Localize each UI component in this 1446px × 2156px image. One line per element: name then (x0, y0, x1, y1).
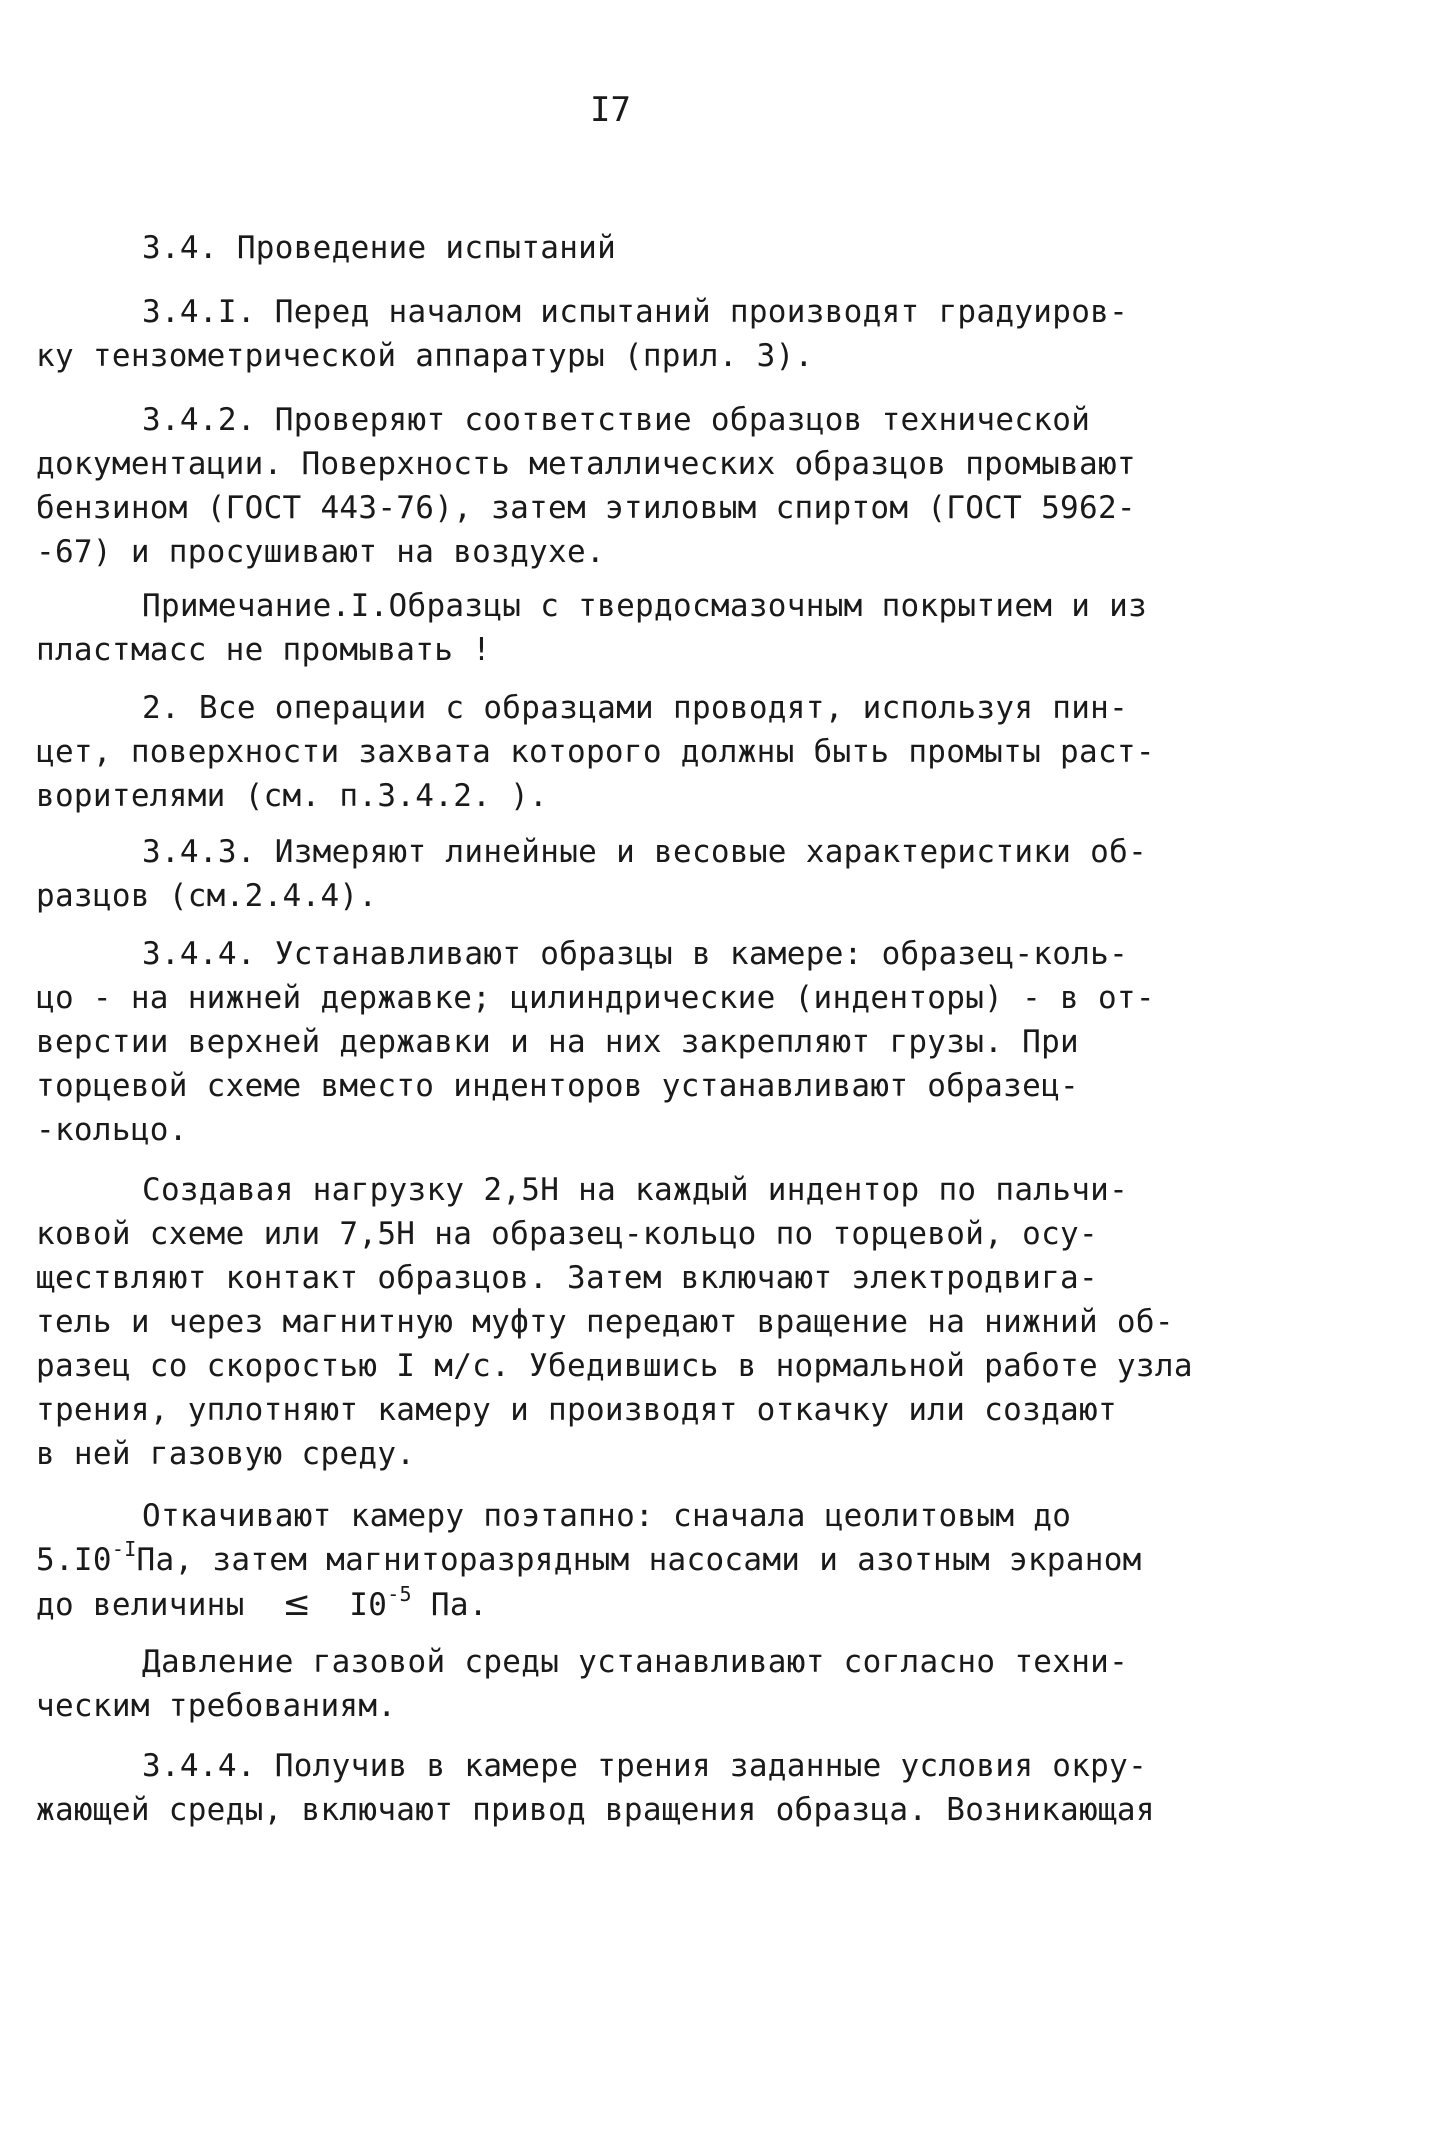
paragraph-line: 3.4.2. Проверяют соответствие образцов технической (142, 402, 1091, 438)
paragraph-line: разцов (см.2.4.4). (36, 878, 378, 914)
paragraph-line: разец со скоростью I м/с. Убедившись в нормальной работе узла (36, 1348, 1193, 1384)
section-heading: 3.4. Проведение испытаний (142, 230, 617, 266)
exponent: -I (111, 1537, 137, 1561)
paragraph-line: ческим требованиям. (36, 1688, 397, 1724)
paragraph-line (36, 1538, 1142, 1582)
paragraph-line: 3.4.I. Перед началом испытаний производят градуиров- (142, 294, 1129, 330)
paragraph-line: пластмасс не промывать ! (36, 632, 492, 668)
paragraph-line: ворителями (см. п.3.4.2. ). (36, 778, 549, 814)
pressure-value: I0 (349, 1587, 388, 1623)
line-text: Па. (411, 1587, 488, 1623)
paragraph-line: 2. Все операции с образцами проводят, используя пин- (142, 690, 1129, 726)
paragraph-line: трения, уплотняют камеру и производят откачку или создают (36, 1392, 1117, 1428)
paragraph-line: цо - на нижней державке; цилиндрические (инденторы) - в от- (36, 980, 1155, 1016)
less-or-equal-symbol: ≤ (282, 1584, 312, 1624)
paragraph-line: документации. Поверхность металлических образцов промывают (36, 446, 1136, 482)
paragraph-line: цет, поверхности захвата которого должны быть промыты раст- (36, 734, 1155, 770)
paragraph-line: ковой схеме или 7,5Н на образец-кольцо по торцевой, осу- (36, 1216, 1098, 1252)
paragraph-line: тель и через магнитную муфту передают вращение на нижний об- (36, 1304, 1174, 1340)
paragraph-line: 3.4.3. Измеряют линейные и весовые характеристики об- (142, 834, 1148, 870)
line-text: до величины (36, 1587, 245, 1623)
paragraph-line: бензином (ГОСТ 443-76), затем этиловым спиртом (ГОСТ 5962- (36, 490, 1136, 526)
paragraph-line: -67) и просушивают на воздухе. (36, 534, 605, 570)
paragraph-line: -кольцо. (36, 1112, 188, 1148)
paragraph-line: 3.4.4. Получив в камере трения заданные условия окру- (142, 1748, 1148, 1784)
paragraph-line: Откачивают камеру поэтапно: сначала цеолитовым до (142, 1498, 1072, 1534)
line-text: Па, затем магниторазрядным насосами и азотным экраном (136, 1542, 1142, 1578)
exponent: -5 (387, 1582, 412, 1606)
pressure-value: 5.I0 (36, 1542, 112, 1578)
paragraph-line: ку тензометрической аппаратуры (прил. 3). (36, 338, 814, 374)
paragraph-line (36, 1582, 488, 1627)
page-number: I7 (590, 90, 631, 130)
paragraph-line: Давление газовой среды устанавливают согласно техни- (142, 1644, 1129, 1680)
paragraph-line: жающей среды, включают привод вращения образца. Возникающая (36, 1792, 1155, 1828)
paragraph-line: в ней газовую среду. (36, 1436, 416, 1472)
paragraph-line: 3.4.4. Устанавливают образцы в камере: образец-коль- (142, 936, 1129, 972)
paragraph-line: торцевой схеме вместо инденторов устанавливают образец- (36, 1068, 1079, 1104)
paragraph-line: верстии верхней державки и на них закрепляют грузы. При (36, 1024, 1079, 1060)
paragraph-line: Создавая нагрузку 2,5Н на каждый индентор по пальчи- (142, 1172, 1129, 1208)
paragraph-line: Примечание.I.Образцы с твердосмазочным покрытием и из (142, 588, 1148, 624)
paragraph-line: ществляют контакт образцов. Затем включают электродвига- (36, 1260, 1098, 1296)
